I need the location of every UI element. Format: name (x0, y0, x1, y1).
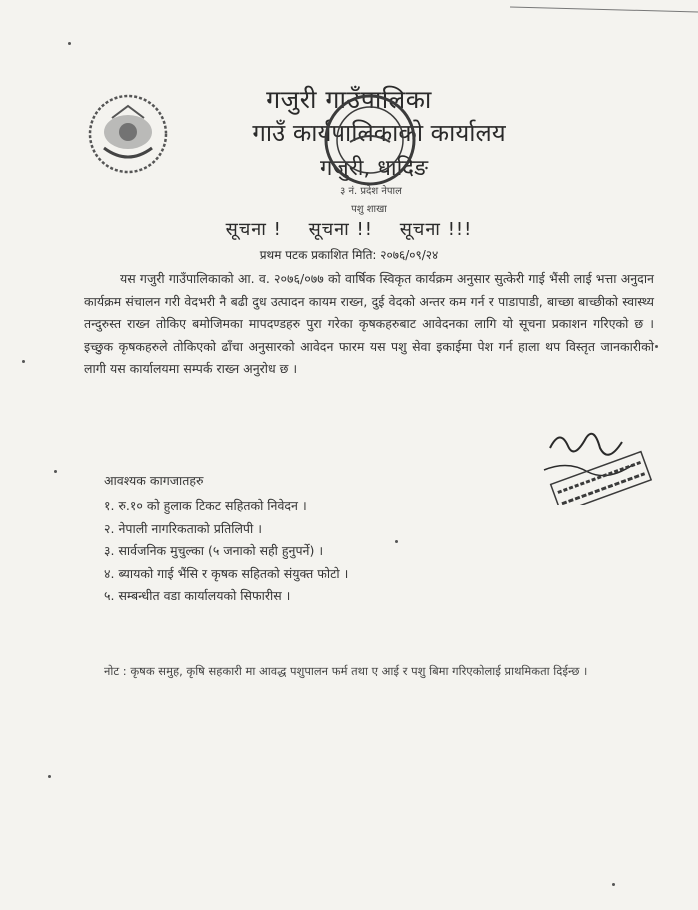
scan-speck (22, 360, 25, 363)
document-item: ३. सार्वजनिक मुचुल्का (५ जनाको सही हुनुपर्ने) । (104, 543, 324, 558)
documents-title: आवश्यक कागजातहरु (104, 473, 204, 488)
publication-date: प्रथम पटक प्रकाशित मिति: २०७६/०९/२४ (259, 248, 439, 262)
scan-edge-line (510, 7, 698, 13)
document-item: २. नेपाली नागरिकताको प्रतिलिपी । (104, 520, 262, 536)
notice-word: सूचना !!! (399, 219, 473, 240)
note-text: नोट : कृषक समुह, कृषि सहकारी मा आवद्ध पशुपालन फर्म तथा ए आई र पशु बिमा गरिएकोलाई प्राथमिकता दिईन्छ । (104, 664, 588, 678)
document-item: ४. ब्यायको गाई भैंसि र कृषक सहितको संयुक्त फोटो । (104, 565, 349, 581)
municipality-name: गजुरी गाउँपालिका (266, 85, 432, 114)
notice-heading (0, 217, 698, 241)
scan-speck (655, 345, 658, 348)
notice-body (84, 268, 654, 381)
document-item: १. रु.१० को हुलाक टिकट सहितको निवेदन । (104, 498, 307, 513)
office-place: गजुरी, धादिङ (319, 156, 428, 181)
notice-paragraph: यस गजुरी गाउँपालिकाको आ. व. २०७६/०७७ को वार्षिक स्विकृत कार्यक्रम अनुसार सुत्केरी गाई भैंसी लाई भत्ता अनुदान कार्यक्रम संचालन गरी वेदभरी नै बढी दुध उत्पादन कायम राख्न, दुई वेदको अन्तर कम गर्न र पाडापाडी, बाच्छा बाच्छीको स्वास्थ्य तन्दुरुस्त राख्न तोकिए बमोजिमका मापदण्डहरु पुरा गरेका कृषकहरुबाट आवेदनका लागि यो सूचना प्रकाशन गरिएको छ । इच्छुक कृषकहरुले तोकिएको ढाँचा अनुसारको आवेदन फारम यस पशु सेवा इकाईमा पेश गर्न हाला थप विस्तृत जानकारीको लागी यस कार्यालयमा सम्पर्क राख्न अनुरोध छ । (84, 271, 654, 376)
notice-word: सूचना ! (225, 219, 282, 240)
documents-list (104, 495, 504, 608)
scan-speck (48, 775, 51, 778)
document-item: ५. सम्बन्धीत वडा कार्यालयको सिफारीस । (104, 588, 291, 603)
office-name: गाउँ कार्यपालिकाको कार्यालय (252, 119, 506, 147)
scan-speck (612, 883, 615, 886)
province-name: ३ नं. प्रदेश नेपाल (340, 186, 402, 197)
section-name: पशु शाखा (351, 204, 387, 215)
scan-speck (54, 470, 57, 473)
signature-stamp (538, 420, 658, 505)
required-documents (104, 471, 504, 608)
office-seal-stamp (320, 90, 420, 190)
notice-word: सूचना !! (308, 219, 373, 240)
scan-speck (68, 42, 71, 45)
